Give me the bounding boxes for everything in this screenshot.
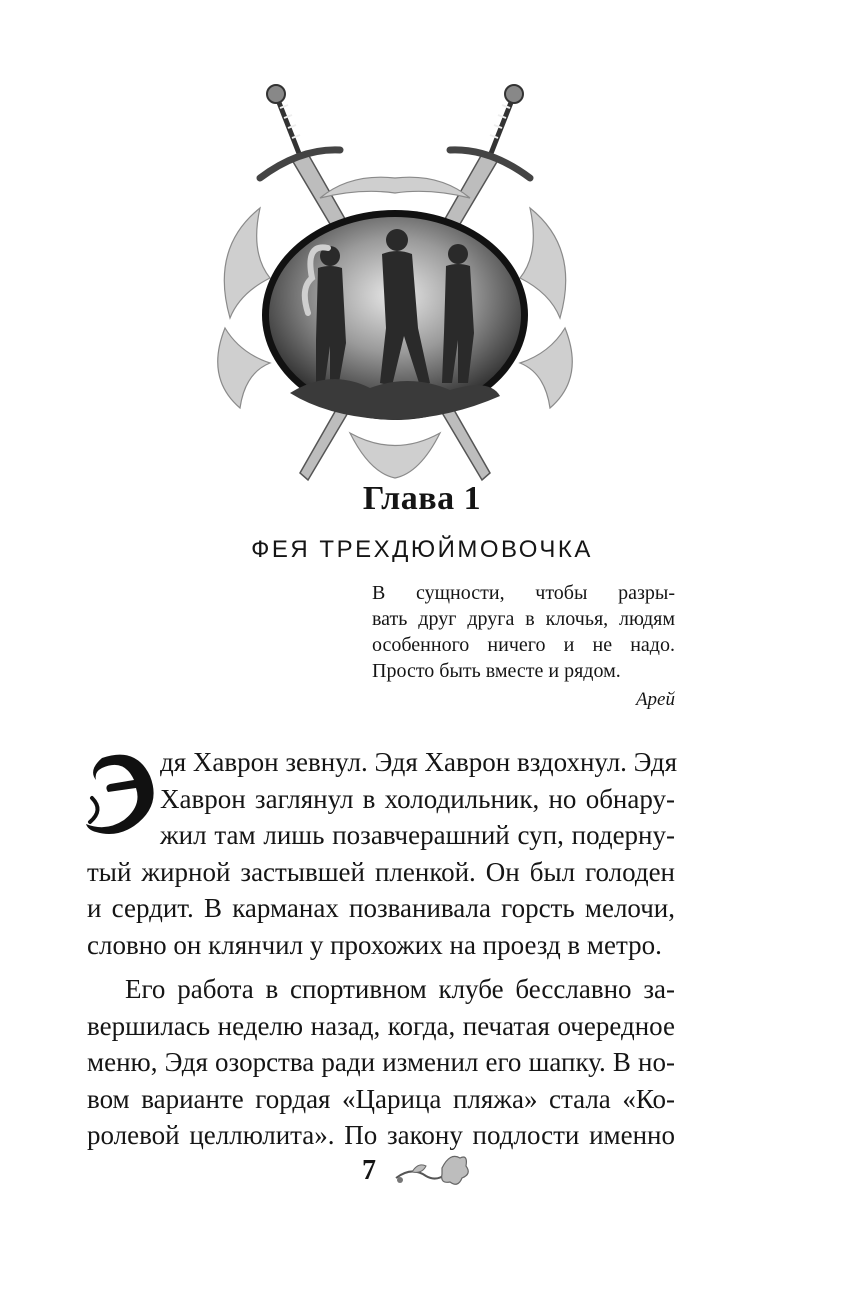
chapter-subtitle: ФЕЯ ТРЕХДЮЙМОВОЧКА [251, 536, 593, 563]
body-text [87, 744, 675, 1154]
text-line: и сердит. В карманах позванивала горсть мелочи, [87, 893, 675, 923]
epigraph-line: Просто быть вместе и рядом. [372, 660, 621, 682]
epigraph-line: В сущности, чтобы разры- [372, 582, 675, 604]
chapter-illustration [200, 78, 590, 498]
text-line: вершилась неделю назад, когда, печатая очередное [87, 1010, 675, 1041]
text-line: жил там лишь позавчерашний суп, подерну- [160, 820, 675, 850]
epigraph [372, 580, 675, 684]
text-line: тый жирной застывшей пленкой. Он был голоден [87, 856, 675, 887]
epigraph-line: вать друг друга в клочья, людям [372, 608, 675, 630]
text-line: вом варианте гордая «Царица пляжа» стала «Ко- [87, 1083, 675, 1114]
text-line: Хаврон заглянул в холодильник, но обнару- [160, 783, 675, 814]
epigraph-line: особенного ничего и не надо. [372, 634, 675, 656]
text-line: дя Хаврон зевнул. Эдя Хаврон вздохнул. Эдя [160, 747, 677, 777]
text-line: ролевой целлюлита». По закону подлости именно [87, 1120, 675, 1150]
text-line: словно он клянчил у прохожих на проезд в метро. [87, 929, 662, 960]
chapter-picture [262, 210, 528, 420]
epigraph-author: Арей [635, 689, 675, 710]
text-line: меню, Эдя озорства ради изменил его шапку. В но- [87, 1047, 675, 1077]
page-number: 7 [362, 1155, 376, 1186]
leaf-ornament-icon [392, 1148, 472, 1194]
text-line: Его работа в спортивном клубе бесславно за- [125, 974, 675, 1004]
chapter-title: Глава 1 [362, 480, 482, 517]
